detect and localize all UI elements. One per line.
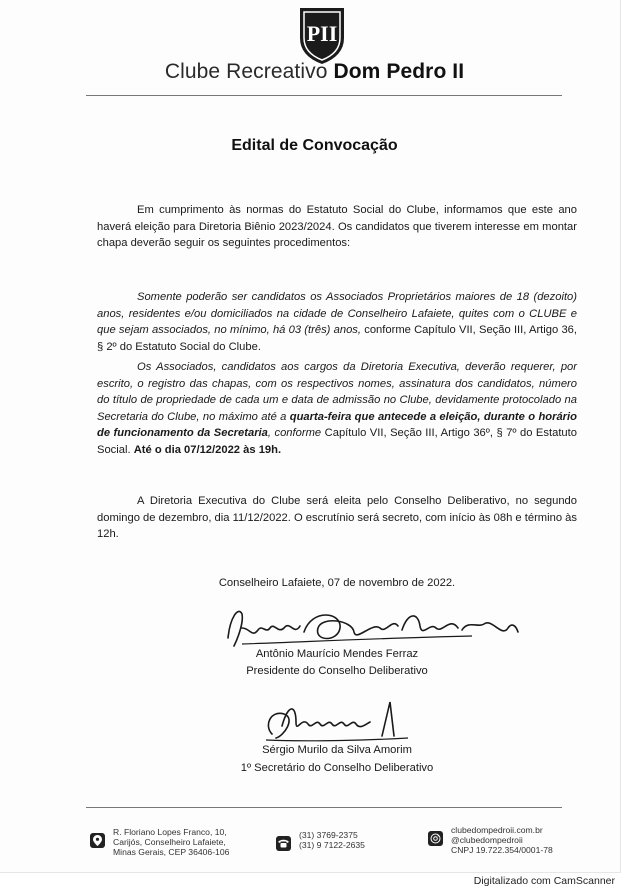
address-line: Minas Gerais, CEP 36406-106 [113,847,230,858]
scanner-watermark: Digitalizado com CamScanner [473,875,615,887]
website-text: clubedompedroii.com.br [451,825,543,835]
paragraph-election: A Diretoria Executiva do Clube será eleita pelo Conselho Deliberativo, no segundo domingo de dezembro, dia 11/12/2022. O escrutínio será secreto, com início às 08h e término às 12h. [97,495,577,541]
svg-text:PII: PII [306,21,338,46]
footer-divider [86,807,562,808]
paragraph-intro: Em cumprimento às normas do Estatuto Social do Clube, informamos que este ano haverá eleição para Diretoria Biênio 2023/2024. Os candidatos que tiverem interesse em montar chapa deverão seguir os seguintes procedimentos: [97,204,577,250]
telephone-icon [276,836,291,851]
phone-line: (31) 3769-2375 [299,830,358,840]
club-logo [296,4,348,66]
document-title: Edital de Convocação [231,137,398,154]
location-pin-icon [90,833,105,848]
signature-role-2: 1º Secretário do Conselho Deliberativo [240,762,434,774]
dateline: Conselheiro Lafaiete, 07 de novembro de 2022. [218,577,456,589]
signature-role-1: Presidente do Conselho Deliberativo [246,665,428,677]
paragraph-eligibility: Somente poderão ser candidatos os Associados Proprietários maiores de 18 (dezoito) anos, residentes e/ou domiciliados na cidade de Conselheiro Lafaiete, quites com o CLUBE e que sejam associados, no mínimo, há 03 (três) anos, conforme Capítulo VII, Seção III, Artigo 36, § 2º do Estatuto Social do Clube. [97,291,577,353]
web-icon [428,831,443,846]
footer-phones [276,830,365,851]
instagram-handle: @clubedompedroii [451,835,523,846]
footer-address [90,827,229,858]
cnpj-text: CNPJ 19.722.354/0001-78 [451,845,553,856]
signature-secretary [262,696,412,746]
footer-web [428,825,553,856]
paragraph-registration: Os Associados, candidatos aos cargos da Diretoria Executiva, deverão requerer, por escrito, o registro das chapas, com os respectivos nomes, assinatura dos candidatos, número do título de propriedade de cada um e data de admissão no Clube, devidamente protocolado na Secretaria do Clube, no máximo até a quarta-feira que antecede a eleição, durante o horário de funcionamento da Secretaria, conforme Capítulo VII, Seção III, Artigo 36º, § 7º do Estatuto Social. Até o dia 07/12/2022 às 19h. [97,361,577,456]
club-name: Clube Recreativo Dom Pedro II [164,60,465,83]
signature-name-2: Sérgio Murilo da Silva Amorim [262,744,412,756]
address-line: R. Floriano Lopes Franco, 10, [113,827,227,837]
address-line: Carijós, Conselheiro Lafaiete, [113,837,226,848]
phone-line: (31) 9 7122-2635 [299,840,365,851]
signature-name-1: Antônio Maurício Mendes Ferraz [255,648,419,660]
header-divider [86,95,562,96]
